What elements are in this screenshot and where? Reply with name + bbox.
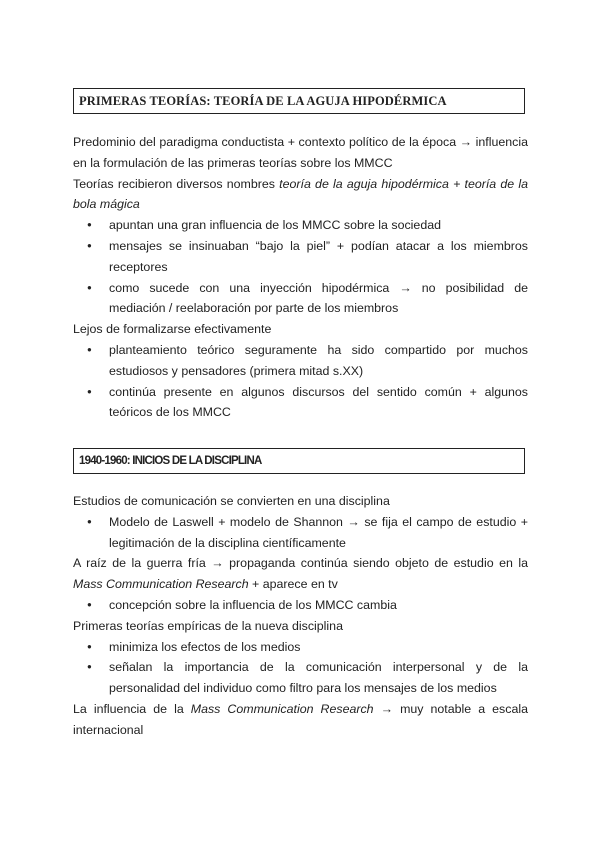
paragraph <box>73 553 528 595</box>
paragraph-italic-text: Mass Communication Research <box>190 701 374 716</box>
bullet-list <box>73 340 528 423</box>
paragraph-text: + aparece en tv <box>248 577 338 592</box>
bullet-list <box>73 512 528 554</box>
section-body-aguja <box>73 132 528 423</box>
list-item: ● Modelo de Laswell + modelo de Shannon → se fija el campo de estudio + legitimación de la disciplina científicamente <box>73 512 528 554</box>
list-item: ● como sucede con una inyección hipodérmica → no posibilidad de mediación / reelaboración por parte de los miembros <box>73 278 528 320</box>
list-item: ● continúa presente en algunos discursos del sentido común + algunos teóricos de los MMCC <box>73 382 528 424</box>
list-item: ● apuntan una gran influencia de los MMCC sobre la sociedad <box>73 215 528 236</box>
list-item: ● concepción sobre la influencia de los MMCC cambia <box>73 595 528 616</box>
bullet-list <box>73 215 528 319</box>
section-heading-disciplina <box>73 448 525 474</box>
list-item: ● minimiza los efectos de los medios <box>73 637 528 658</box>
paragraph-italic-text: teoría de la aguja hipodérmica + teoría de la bola mágica <box>73 176 529 212</box>
bullet-list <box>73 595 528 616</box>
paragraph: Estudios de comunicación se convierten en una disciplina <box>73 494 390 508</box>
section-heading-text: 1940-1960: INICIOS DE LA DISCIPLINA <box>79 455 262 467</box>
bullet-list <box>73 637 528 699</box>
list-item: ● señalan la importancia de la comunicación interpersonal y de la personalidad del individuo como filtro para los mensajes de los medios <box>73 657 528 699</box>
section-body-disciplina <box>73 491 528 741</box>
paragraph <box>73 174 528 216</box>
paragraph: Primeras teorías empíricas de la nueva disciplina <box>73 618 343 633</box>
paragraph <box>73 699 528 741</box>
list-item: ● mensajes se insinuaban “bajo la piel” + podían atacar a los miembros receptores <box>73 236 528 278</box>
paragraph: Lejos de formalizarse efectivamente <box>73 322 272 337</box>
section-heading-text: PRIMERAS TEORÍAS: TEORÍA DE LA AGUJA HIPODÉRMICA <box>79 93 447 108</box>
paragraph-text: → muy notable a escala internacional <box>73 701 528 737</box>
paragraph-text: Teorías recibieron diversos nombres <box>73 176 280 191</box>
paragraph-text: A raíz de la guerra fría → propaganda continúa siendo objeto de estudio en la <box>73 556 528 571</box>
paragraph-text: La influencia de la <box>73 701 191 716</box>
list-item: ● planteamiento teórico seguramente ha sido compartido por muchos estudiosos y pensadores (primera mitad s.XX) <box>73 340 528 382</box>
paragraph: Predominio del paradigma conductista + contexto político de la época → influencia en la formulación de las primeras teorías sobre los MMCC <box>73 135 528 170</box>
section-heading-aguja <box>73 88 525 114</box>
paragraph-italic-text: Mass Communication Research <box>73 577 249 592</box>
